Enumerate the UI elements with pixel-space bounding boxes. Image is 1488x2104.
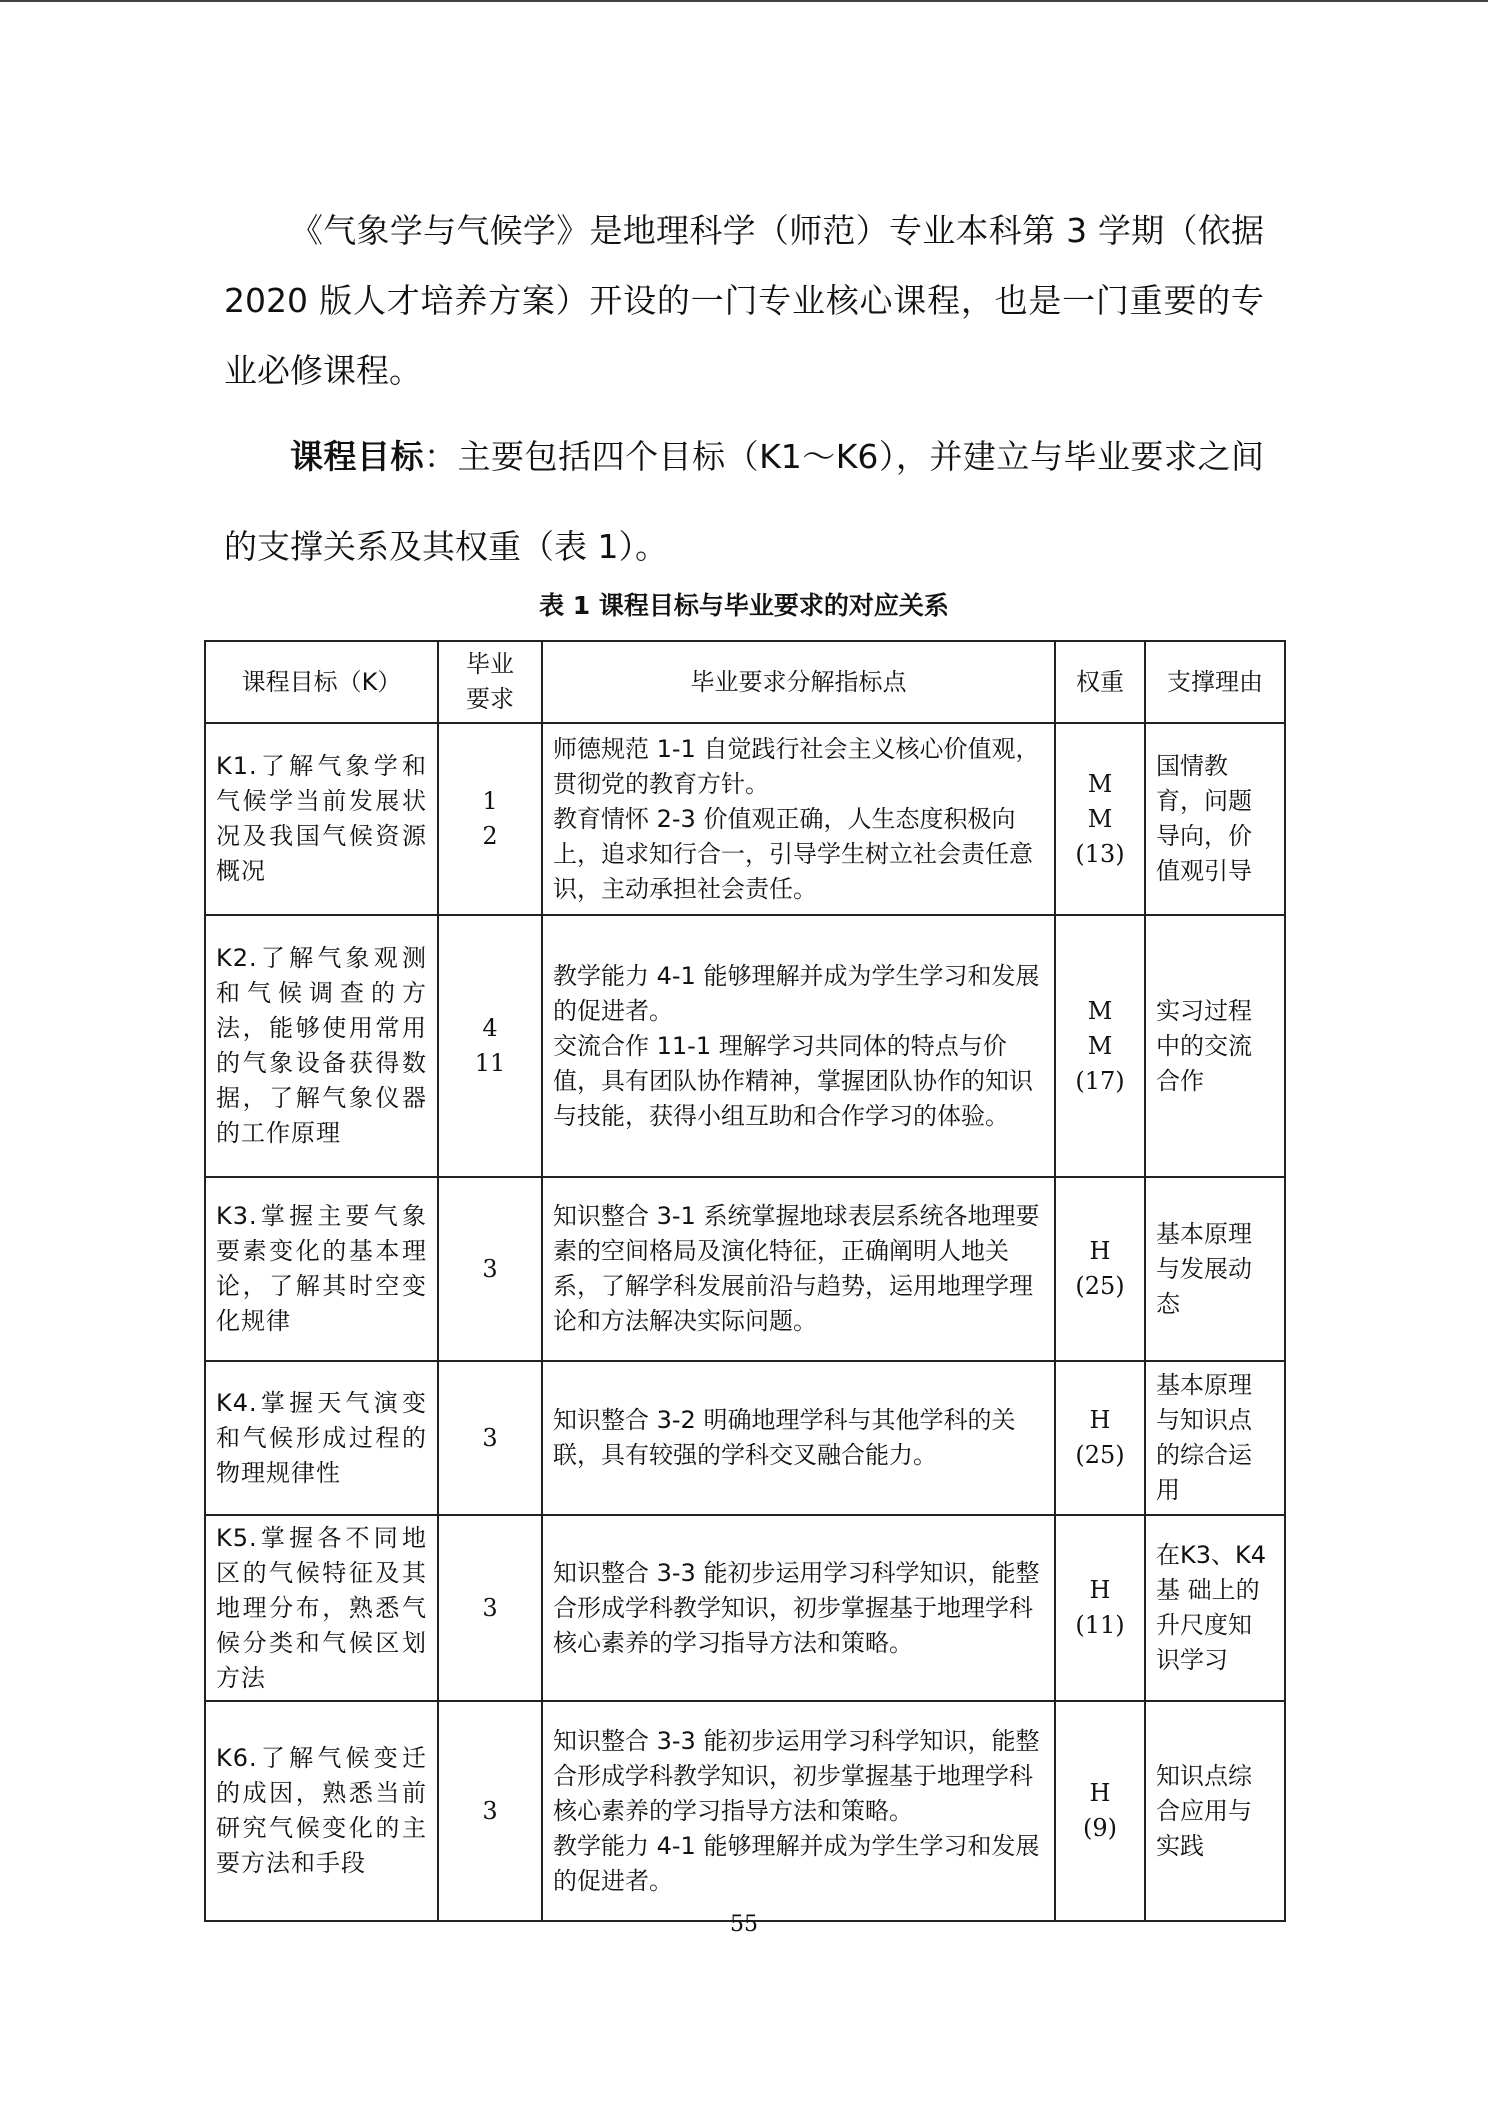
goal-cell: K5.掌握各不同地区的气候特征及其地理分布，熟悉气候分类和气候区划方法 [205,1515,438,1701]
reason-cell: 实习过程中的交流合作 [1145,915,1285,1177]
weight-level: H [1089,1779,1111,1807]
goal-cell: K1.了解气象学和气候学当前发展状况及我国气候资源概况 [205,723,438,915]
weight-value: (9) [1083,1814,1117,1842]
reason-cell: 基本原理与发展动态 [1145,1177,1285,1361]
table-caption: 表 1 课程目标与毕业要求的对应关系 [539,591,949,620]
intro-paragraph-course-goals [224,412,1264,592]
weight-value: (25) [1075,1441,1125,1469]
reason-cell: 基本原理与知识点的综合运用 [1145,1361,1285,1515]
table-row-k3 [205,1177,1285,1361]
requirement-value: 3 [482,1423,498,1452]
indicator-cell [542,1701,1055,1921]
indicator-cell [542,915,1055,1177]
requirement-value: 3 [482,1796,498,1825]
weight-level: M [1087,1031,1113,1060]
requirement-cell [438,723,542,915]
goal-cell: K4.掌握天气演变和气候形成过程的物理规律性 [205,1361,438,1515]
weight-level: H [1089,1576,1111,1604]
weight-level: M [1087,996,1113,1025]
top-border-line [0,0,1488,2]
weight-level: H [1089,1406,1111,1434]
reason-cell: 国情教育，问题导向，价值观引导 [1145,723,1285,915]
header-requirement-line-1: 毕业 [466,650,514,678]
table-row-k2 [205,915,1285,1177]
course-goals-text: ：主要包括四个目标（K1～K6），并建立与毕业要求之间的支撑关系及其权重（表 1）。 [224,437,1264,566]
reason-cell: 在K3、K4基 础上的升尺度知识学习 [1145,1515,1285,1701]
indicator-cell [542,1515,1055,1701]
indicator-item: 教学能力 4-1 能够理解并成为学生学习和发展的促进者。 [553,961,1040,1025]
indicator-item: 知识整合 3-3 能初步运用学习科学知识，能整合形成学科教学知识，初步掌握基于地理学科核心素养的学习指导方法和策略。 [553,1558,1040,1657]
weight-level: M [1087,769,1113,798]
requirement-value: 3 [482,1254,498,1283]
requirement-cell [438,1361,542,1515]
weight-cell [1055,1701,1145,1921]
weight-cell [1055,723,1145,915]
indicator-item: 教育情怀 2-3 价值观正确，人生态度积极向上，追求知行合一，引导学生树立社会责任意识，主动承担社会责任。 [553,804,1033,903]
header-support-reason: 支撑理由 [1145,641,1285,723]
weight-value: (13) [1075,839,1125,868]
header-course-goal: 课程目标（K） [205,641,438,723]
table-row-k6 [205,1701,1285,1921]
header-weight: 权重 [1055,641,1145,723]
intro-paragraph-course-description: 《气象学与气候学》是地理科学（师范）专业本科第 3 学期（依据 2020 版人才培养方案）开设的一门专业核心课程，也是一门重要的专业必修课程。 [224,211,1264,390]
weight-cell [1055,915,1145,1177]
goal-cell: K2.了解气象观测和气候调查的方法，能够使用常用的气象设备获得数据，了解气象仪器的工作原理 [205,915,438,1177]
weight-cell [1055,1177,1145,1361]
requirement-value: 4 [482,1014,498,1042]
table-row-k1 [205,723,1285,915]
goal-cell: K6.了解气候变迁的成因，熟悉当前研究气候变化的主要方法和手段 [205,1701,438,1921]
table-row-k5 [205,1515,1285,1701]
weight-level: M [1087,804,1113,833]
reason-cell: 知识点综合应用与实践 [1145,1701,1285,1921]
indicator-cell [542,723,1055,915]
requirement-cell [438,1177,542,1361]
intro-section [224,196,1264,592]
requirement-value: 1 [482,787,498,815]
table-header-row [205,641,1285,723]
weight-value: (11) [1075,1611,1125,1639]
header-indicator-points: 毕业要求分解指标点 [542,641,1055,723]
table-row-k4 [205,1361,1285,1515]
header-graduation-requirement [438,641,542,723]
indicator-item: 交流合作 11-1 理解学习共同体的特点与价值，具有团队协作精神，掌握团队协作的知识与技能，获得小组互助和合作学习的体验。 [553,1031,1033,1130]
requirement-cell [438,1701,542,1921]
indicator-item: 知识整合 3-1 系统掌握地球表层系统各地理要素的空间格局及演化特征，正确阐明人地关系，了解学科发展前沿与趋势，运用地理学理论和方法解决实际问题。 [553,1202,1040,1335]
requirement-cell [438,915,542,1177]
goals-requirements-table [204,640,1286,1922]
weight-value: (25) [1075,1272,1125,1300]
indicator-cell [542,1177,1055,1361]
indicator-item: 知识整合 3-3 能初步运用学习科学知识，能整合形成学科教学知识，初步掌握基于地理学科核心素养的学习指导方法和策略。 [553,1726,1040,1825]
requirement-value: 3 [482,1593,498,1622]
weight-level: H [1089,1237,1111,1265]
weight-value: (17) [1075,1066,1125,1095]
requirement-value: 11 [474,1049,506,1077]
goal-cell: K3.掌握主要气象要素变化的基本理论，了解其时空变化规律 [205,1177,438,1361]
weight-cell [1055,1361,1145,1515]
indicator-item: 教学能力 4-1 能够理解并成为学生学习和发展的促进者。 [553,1831,1040,1895]
weight-cell [1055,1515,1145,1701]
indicator-cell [542,1361,1055,1515]
header-requirement-line-2: 要求 [466,685,514,713]
indicator-item: 师德规范 1-1 自觉践行社会主义核心价值观，贯彻党的教育方针。 [553,734,1040,798]
indicator-item: 知识整合 3-2 明确地理学科与其他学科的关联，具有较强的学科交叉融合能力。 [553,1406,1016,1469]
page-number: 55 [730,1912,758,1937]
requirement-cell [438,1515,542,1701]
course-goals-label: 课程目标 [290,437,425,476]
requirement-value: 2 [482,822,498,850]
